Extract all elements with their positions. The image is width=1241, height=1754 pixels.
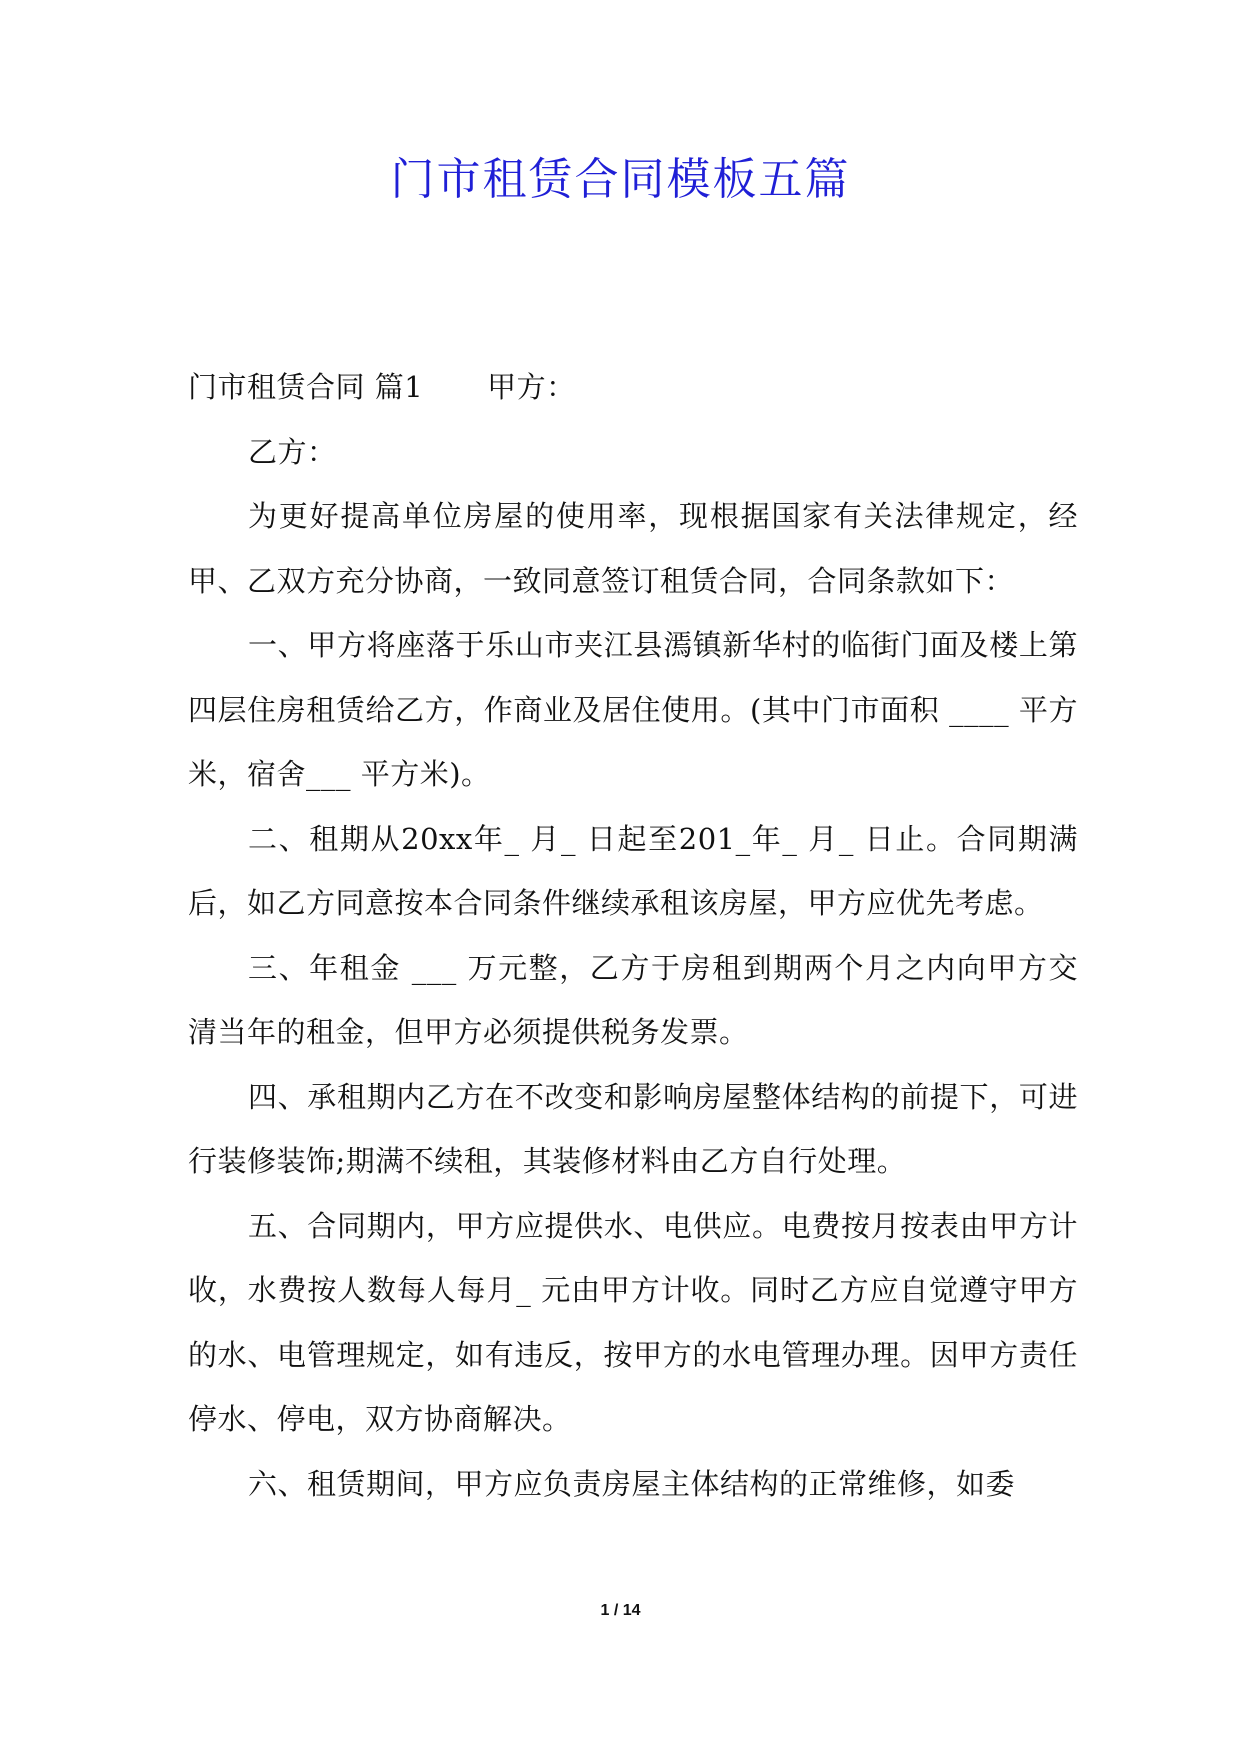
paragraph-intro: 为更好提高单位房屋的使用率，现根据国家有关法律规定，经甲、乙双方充分协商，一致同意签订租赁合同，合同条款如下： <box>188 499 1078 598</box>
section-heading-line <box>188 355 1078 420</box>
section-heading: 门市租赁合同 篇1 <box>188 370 424 404</box>
paragraph-clause-3: 三、年租金 ___ 万元整，乙方于房租到期两个月之内向甲方交清当年的租金，但甲方必须提供税务发票。 <box>188 950 1078 1049</box>
party-b-label: 乙方： <box>248 434 337 469</box>
document-title: 门市租赁合同模板五篇 <box>390 154 851 205</box>
document-body <box>188 355 1078 1516</box>
page-number: 1 / 14 <box>600 1602 641 1619</box>
paragraph-clause-4: 四、承租期内乙方在不改变和影响房屋整体结构的前提下，可进行装修装饰;期满不续租，其装修材料由乙方自行处理。 <box>188 1079 1078 1178</box>
party-a-label: 甲方： <box>487 370 576 404</box>
paragraph-clause-6: 六、租赁期间，甲方应负责房屋主体结构的正常维修，如委 <box>248 1466 1016 1501</box>
paragraph-clause-1: 一、甲方将座落于乐山市夹江县漹镇新华村的临街门面及楼上第四层住房租赁给乙方，作商业及居住使用。(其中门市面积 ____ 平方米，宿舍___ 平方米)。 <box>188 628 1078 791</box>
paragraph-clause-2: 二、租期从20xx年_ 月_ 日起至201_年_ 月_ 日止。合同期满后，如乙方同意按本合同条件继续承租该房屋，甲方应优先考虑。 <box>188 821 1078 920</box>
paragraph-clause-5: 五、合同期内，甲方应提供水、电供应。电费按月按表由甲方计收，水费按人数每人每月_ 元由甲方计收。同时乙方应自觉遵守甲方的水、电管理规定，如有违反，按甲方的水电管理办理。因甲方责任停水、停电，双方协商解决。 <box>188 1208 1078 1436</box>
